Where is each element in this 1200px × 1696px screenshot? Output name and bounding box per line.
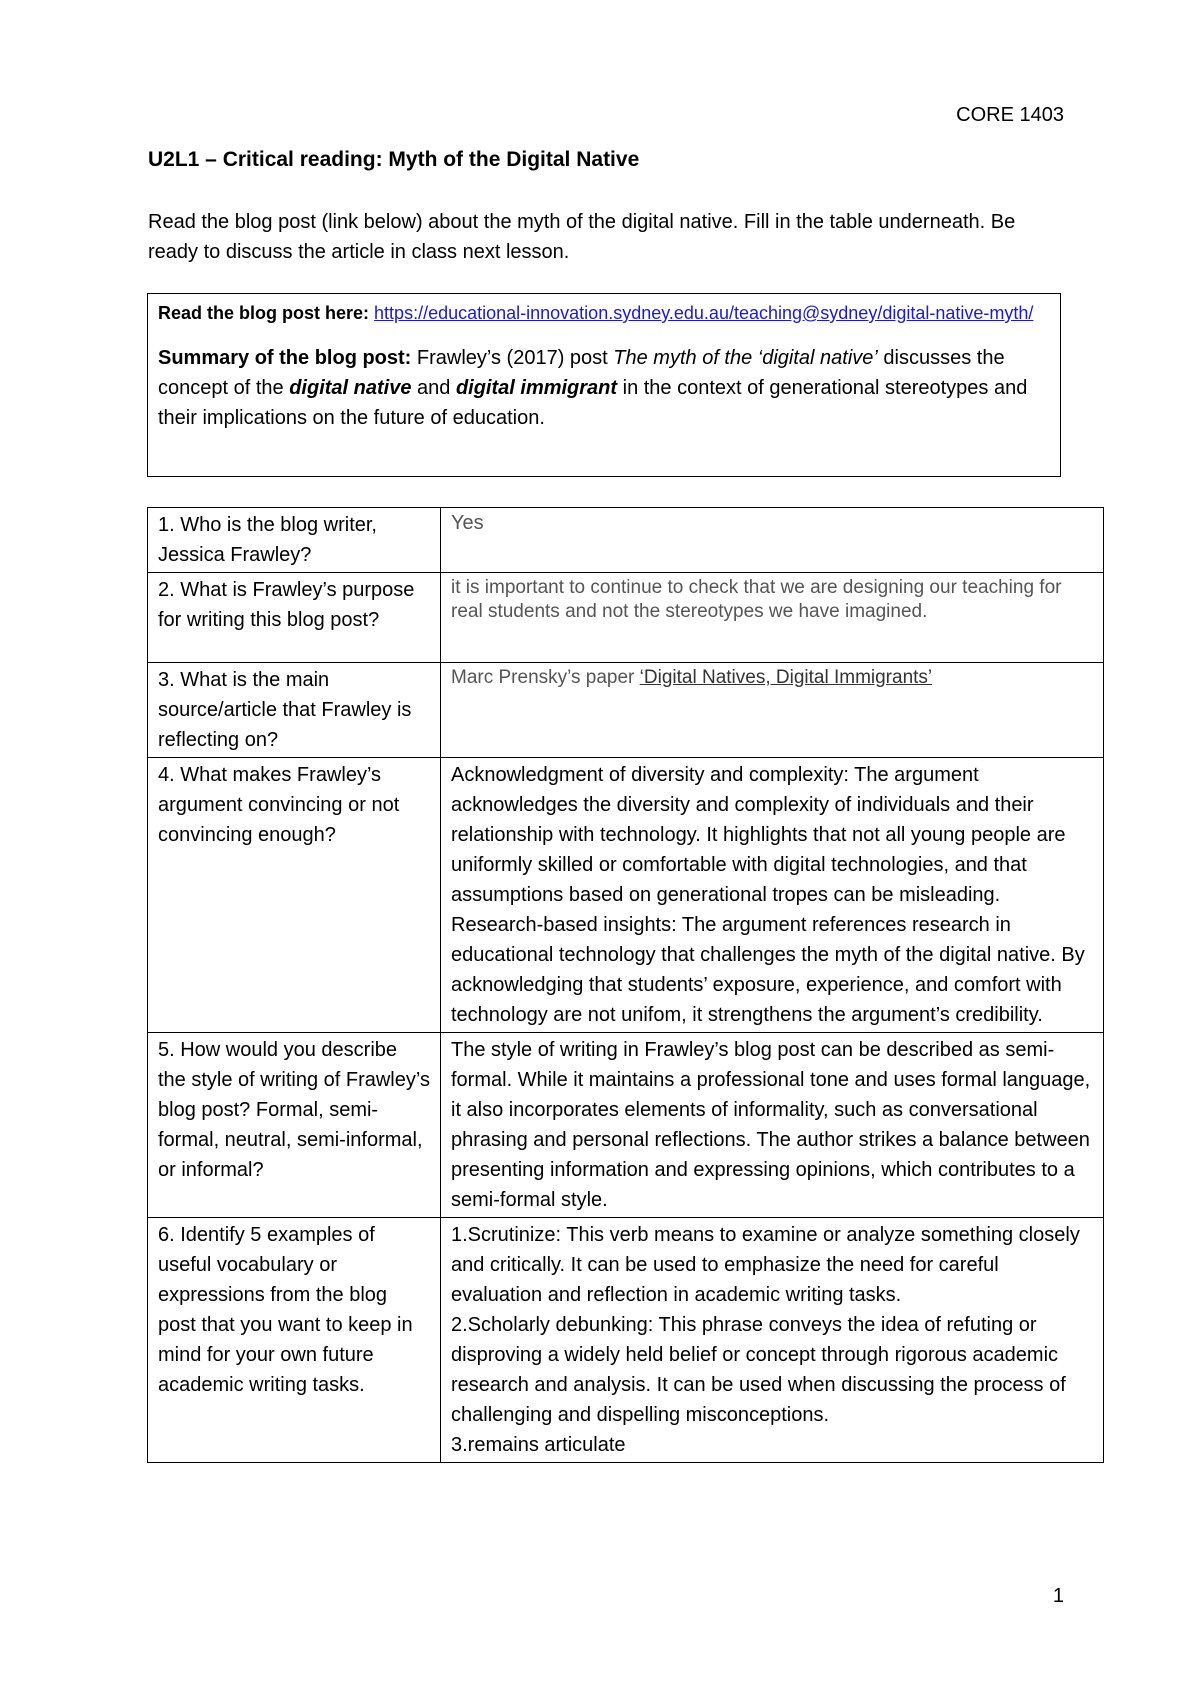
summary-label: Summary of the blog post: [158, 347, 412, 369]
summary-text-3: and [411, 377, 456, 399]
question-cell: 1. Who is the blog writer, Jessica Frawley? [148, 508, 441, 573]
table-row [148, 758, 1104, 1033]
table-row [148, 1218, 1104, 1463]
summary-text-2: discusses the concept of the [158, 347, 1005, 399]
answer-cell[interactable] [441, 1218, 1104, 1463]
answer-paragraph: 2.Scholarly debunking: This phrase conveys the idea of refuting or disproving a widely held belief or concept through rigorous academic research and analysis. It can be used when discussing the process of challenging and dispelling misconceptions. [451, 1314, 1066, 1426]
answer-cell[interactable]: Yes [441, 508, 1104, 573]
summary-text-1: Frawley’s (2017) post [411, 347, 614, 369]
term-digital-native: digital native [289, 377, 412, 399]
table-row [148, 663, 1104, 758]
page-number: 1 [1052, 1585, 1064, 1607]
blog-summary [158, 343, 1050, 433]
blog-info-box [147, 293, 1061, 477]
table-row [148, 573, 1104, 663]
answer-cell[interactable]: The style of writing in Frawley’s blog post can be described as semi-formal. While it maintains a professional tone and uses formal language, it also incorporates elements of informality, such as conversational phrasing and personal reflections. The author strikes a balance between presenting information and expressing opinions, which contributes to a semi-formal style. [441, 1033, 1104, 1218]
answer-paragraph: 3.remains articulate [451, 1434, 626, 1456]
page-title: U2L1 – Critical reading: Myth of the Digital Native [148, 148, 640, 171]
qa-table [147, 507, 1104, 1463]
question-cell: 3. What is the main source/article that Frawley is reflecting on? [148, 663, 441, 758]
table-row [148, 508, 1104, 573]
question-cell: 5. How would you describe the style of writing of Frawley’s blog post? Formal, semi-formal, neutral, semi-informal, or informal? [148, 1033, 441, 1218]
term-digital-immigrant: digital immigrant [455, 377, 618, 399]
summary-text-4: in the context of generational stereotypes and their implications on the future of education. [158, 377, 1028, 429]
course-code: CORE 1403 [956, 104, 1064, 126]
question-cell: 4. What makes Frawley’s argument convincing or not convincing enough? [148, 758, 441, 1033]
summary-post-title: The myth of the ‘digital native’ [613, 347, 878, 369]
instructions: Read the blog post (link below) about the myth of the digital native. Fill in the table underneath. Be ready to discuss the article in class next lesson. [148, 211, 1016, 263]
question-cell: 2. What is Frawley’s purpose for writing this blog post? [148, 573, 441, 663]
paper-reference: ‘Digital Natives, Digital Immigrants’ [639, 667, 933, 688]
blog-link-line [158, 300, 1050, 327]
answer-cell[interactable]: it is important to continue to check that we are designing our teaching for real students and not the stereotypes we have imagined. [441, 573, 1104, 663]
blog-link-label: Read the blog post here: [158, 303, 370, 323]
answer-paragraph: Acknowledgment of diversity and complexity: The argument acknowledges the diversity and complexity of individuals and their relationship with technology. It highlights that not all young people are uniformly skilled or comfortable with digital technologies, and that assumptions based on generational tropes can be misleading. [451, 764, 1066, 906]
table-row [148, 1033, 1104, 1218]
answer-cell[interactable] [441, 663, 1104, 758]
answer-prefix: Marc Prensky’s paper [451, 667, 640, 688]
answer-cell[interactable] [441, 758, 1104, 1033]
answer-paragraph: 1.Scrutinize: This verb means to examine or analyze something closely and critically. It can be used to emphasize the need for careful evaluation and reflection in academic writing tasks. [451, 1224, 1080, 1306]
question-cell: 6. Identify 5 examples of useful vocabulary or expressions from the blog post that you want to keep in mind for your own future academic writing tasks. [148, 1218, 441, 1463]
blog-link[interactable]: https://educational-innovation.sydney.edu.au/teaching@sydney/digital-native-myth/ [374, 303, 1034, 323]
answer-paragraph: Research-based insights: The argument references research in educational technology that challenges the myth of the digital native. By acknowledging that students’ exposure, experience, and comfort with technology are not unifom, it strengthens the argument’s credibility. [451, 914, 1085, 1026]
